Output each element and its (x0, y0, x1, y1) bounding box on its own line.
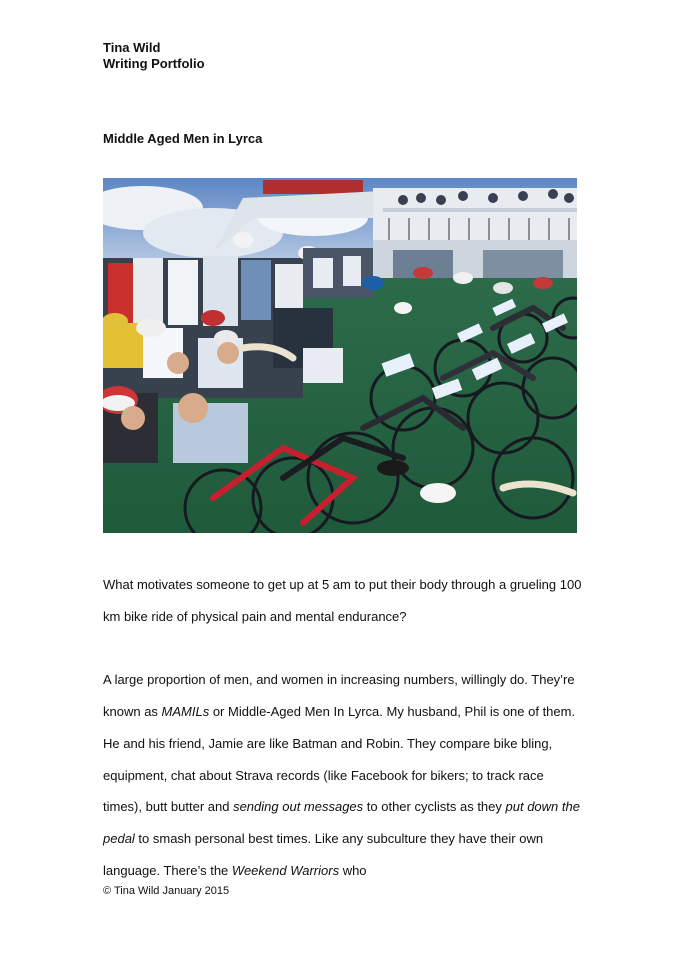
italic-term: MAMILs (161, 704, 210, 720)
portfolio-subtitle: Writing Portfolio (103, 56, 205, 71)
article-photo (103, 178, 577, 533)
document-header (103, 40, 205, 72)
photo-illustration (103, 178, 577, 533)
italic-term: sending out messages (233, 799, 364, 815)
text-run: What motivates someone to get up at 5 am to put their body through a (103, 577, 507, 592)
text-run: who (339, 862, 367, 878)
article-paragraph (103, 569, 583, 632)
article-body (103, 569, 583, 886)
article-title: Middle Aged Men in Lyrca (103, 131, 263, 146)
text-run: A large proportion of men, and women in increasing numbers, willingly do. They’re known as (103, 672, 575, 720)
article-paragraph (103, 664, 583, 886)
text-run: to other cyclists as they (363, 799, 506, 815)
text-run: to smash personal best times. Like any subculture they have their own language. There’s the (103, 830, 544, 878)
author-name: Tina Wild (103, 40, 161, 55)
text-run: or Middle-Aged Men In Lyrca. My husband, Phil is one of them. He and his friend, Jamie are like Batman and Robin. They compare bike bling, equipment, chat about Strava records (like Facebook for bikers; to track race times), butt butter and (103, 704, 576, 815)
italic-term: Weekend Warriors (231, 862, 340, 878)
italic-term: put down the pedal (103, 799, 580, 846)
copyright-footer: © Tina Wild January 2015 (103, 885, 230, 897)
text-run: grueling 100 km bike ride of physical pain and mental endurance? (103, 577, 582, 624)
